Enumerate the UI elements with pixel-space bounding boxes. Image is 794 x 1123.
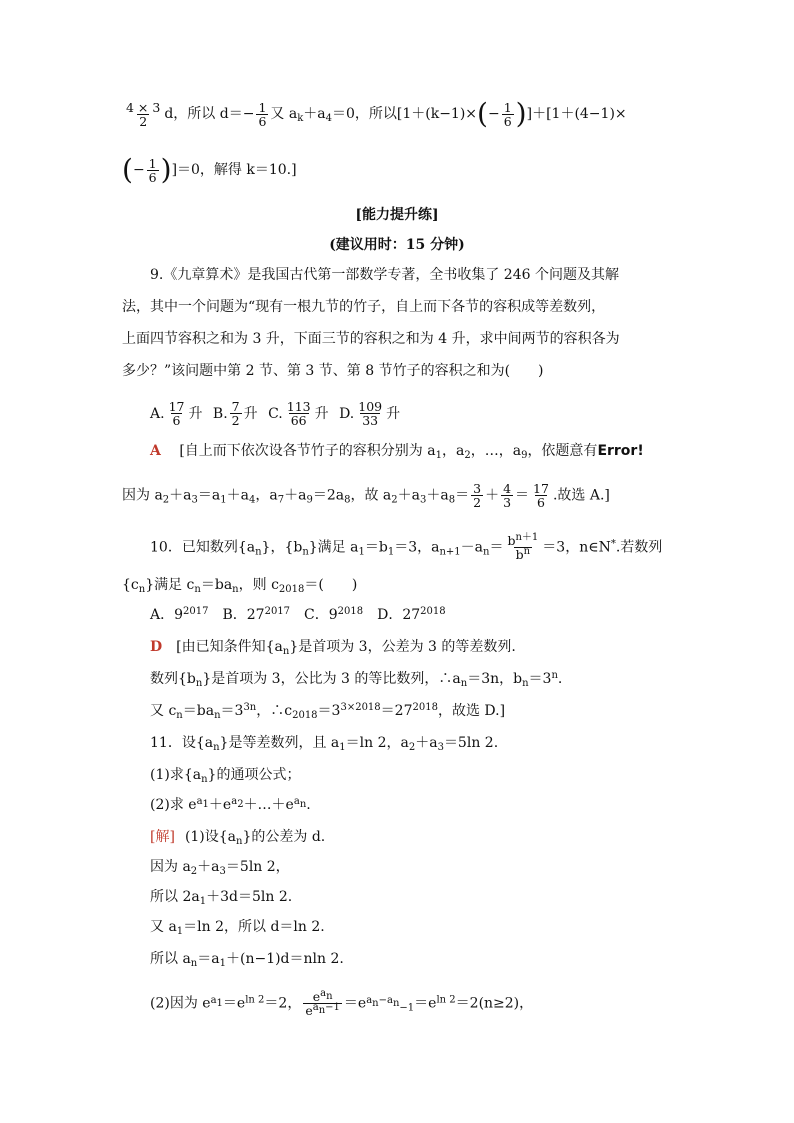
section-title: [能力提升练] xyxy=(355,207,439,223)
q10-line-2: $\{c_n\}$满足 $c_n=ba_n$，则 $c_{2018}=$( ) xyxy=(122,577,358,595)
fraction: $\frac{1}{6}$ xyxy=(258,99,267,129)
option-d: D. $\frac{109}{33}$ 升 xyxy=(339,399,401,428)
q10-solution-3: 又 $c_n=ba_n=3^{3n}$，$\therefore c_{2018}=3^{3\times 2018}=27^{2018}$，故选 D.] xyxy=(150,702,506,721)
q11-solution-2: 因为 $a_2+a_3=5\ln$ 2， xyxy=(150,859,290,877)
q9-solution-1: A [自上而下依次设各节竹子的容积分别为 $a_1$，$a_2$，…，$a_9$，依题意有Error! xyxy=(150,443,644,461)
section-subtitle: (建议用时：15 分钟) xyxy=(329,237,465,253)
q10-solution-2: 数列$\{b_n\}$是首项为 3，公比为 3 的等比数列，$\therefore a_n=3n$，$b_n=3^n$. xyxy=(150,670,563,689)
option-c: C. $\frac{113}{66}$ 升 xyxy=(268,399,329,428)
fraction: $\frac{4 \times 3}{2}$ xyxy=(126,99,161,129)
q10-solution-1: D [由已知条件知$\{a_n\}$是首项为 3，公差为 3 的等差数列. xyxy=(150,639,516,657)
q9-options xyxy=(150,400,400,427)
q11-line-1: 11．设$\{a_n\}$是等差数列，且 $a_1=\ln$ 2，$a_2+a_3=5\ln$ 2. xyxy=(150,735,499,753)
q9-line-2: 法，其中一个问题为“现有一根九节的竹子，自上而下各节的容积成等差数列， xyxy=(122,299,606,315)
solution-label: [解] xyxy=(150,829,175,845)
q11-solution-1: [解] (1)设$\{a_n\}$的公差为 d. xyxy=(150,829,326,847)
q11-solution-5: 所以 $a_n=a_1+(n-1)d=nln$ 2. xyxy=(150,951,344,969)
q9-solution-2: 因为 $a_2+a_3=a_1+a_4$，$a_7+a_9=2a_8$，故 $a_2+a_3+a_8=$ $\frac{3}{2}$ ＋ $\frac{4}{3}$ ＝ $\frac{17}{6}$ .故选 A.] xyxy=(122,481,610,510)
q11-part-2: (2)求 $e^{a_1}+e^{a_2}+\dots+e^{a_n}$. xyxy=(150,796,311,813)
option-a: A. $\frac{17}{6}$ 升 xyxy=(150,399,203,428)
fraction: $\frac{1}{6}$ xyxy=(503,99,512,129)
q9-line-3: 上面四节容积之和为 3 升，下面三节的容积之和为 4 升，求中间两节的容积各为 xyxy=(122,331,620,347)
answer-label: A xyxy=(150,443,161,459)
q9-line-4: 多少？”该问题中第 2 节、第 3 节、第 8 节竹子的容积之和为( ) xyxy=(122,363,544,379)
q11-solution-3: 所以 $2a_1+3d=5\ln$ 2. xyxy=(150,889,293,907)
fraction: $\frac{1}{6}$ xyxy=(148,155,157,185)
q10-options: A．$9^{2017}$ B．$27^{2017}$ C．$9^{2018}$ D．$27^{2018}$ xyxy=(150,606,446,623)
q11-solution-4: 又 $a_1=\ln$ 2，所以 d＝ln 2. xyxy=(150,919,325,937)
q11-part-1: (1)求$\{a_n\}$的通项公式； xyxy=(150,767,301,785)
continuation-line-2: (− $\frac{1}{6}$ )]＝0，解得 k＝10.] xyxy=(122,153,297,186)
q10-line-1: 10．已知数列$\{a_n\}$，$\{b_n\}$满足 $a_1=b_1=3$，$a_{n+1}-a_n=$ $\frac{b^{n+1}}{b^n}$ ＝3，n∈N*.若数列 xyxy=(150,532,663,562)
option-b: B. $\frac{7}{2}$ 升 xyxy=(212,399,258,428)
continuation-line-1: $\frac{4 \times 3}{2}$ d，所以 d＝− $\frac{1}{6}$ 又 $a_k+a_4=0$，所以[1＋(k−1)×(− $\frac{1}{6}$ )]＋[1＋(4−1)× xyxy=(126,97,627,130)
q11-solution-6: (2)因为 $e^{a_1}=e^{ln 2}=2$， $\frac{e^{a_n}}{e^{a_n-1}}$ $=e^{a_n-a_n}_{-1}=e^{ln 2}=2(n\ge 2)$， xyxy=(150,988,534,1018)
q9-line-1: 9.《九章算术》是我国古代第一部数学专著，全书收集了 246 个问题及其解 xyxy=(150,267,619,283)
